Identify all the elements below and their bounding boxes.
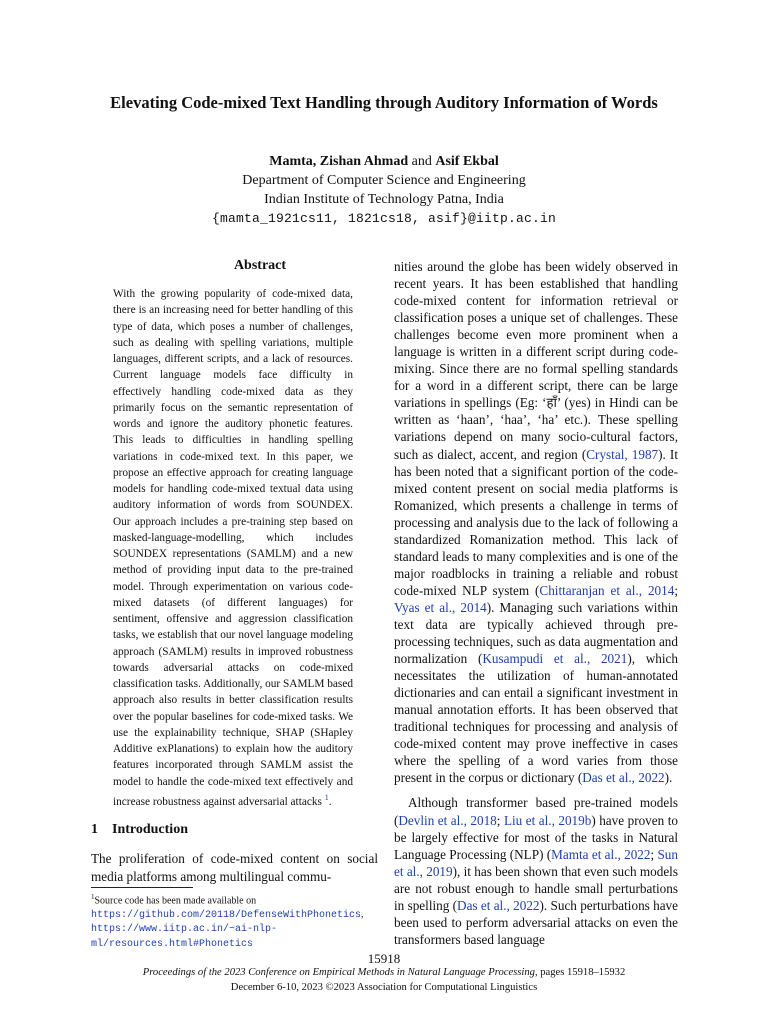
abstract-body: With the growing popularity of code-mixed data, there is an increasing need for better handling of this type of data, which poses a number of challenges, such as dealing with spelling variations, multiple languages, different scripts, and a lack of resources. Current language models face difficulty in effectively handling code-mixed data as they primarily focus on the semantic representation of words and ignore the auditory phonetic features. This leads to difficulties in handling spelling variations in code-mixed text. In this paper, we propose an effective approach for creating language models for handling code-mixed textual data using auditory information of words from SOUNDEX. Our approach includes a pre-training step based on masked-language-modelling, which includes SOUNDEX representations (SAMLM) and a new method of providing input data to the pre-trained model. Through experimentation on various code-mixed datasets (of different languages) for sentiment, offensive and aggression classification tasks, we establish that our novel language modeling approach (SAMLM) results in improved robustness towards adversarial attacks on code-mixed classification tasks. Additionally, our SAMLM based approach also results in better classification results over the popular baselines for code-mixed tasks. We use the explainability technique, SHAP (SHapley Additive exPlanations) to explain how the auditory features incorporated through SAMLM assist the model to handle the code-mixed text effectively and increase robustness against adversarial attacks bbox=[113, 288, 353, 808]
footnote-link-github[interactable]: https://github.com/20118/DefenseWithPhonetics bbox=[91, 909, 362, 921]
section-title: Introduction bbox=[112, 822, 188, 837]
citation-link[interactable]: Chittaranjan et al., 2014 bbox=[539, 582, 675, 598]
citation-link[interactable]: Mamta et al., 2022 bbox=[551, 846, 651, 862]
citation-link[interactable]: Das et al., 2022 bbox=[582, 770, 665, 786]
text-run: ). Managing such variations within text data are typically achieved through pre-processing techniques, such as data augmentation and normalization ( bbox=[394, 599, 678, 667]
author-block bbox=[100, 152, 668, 228]
citation-link[interactable]: Crystal, 1987 bbox=[586, 446, 659, 462]
text-run: ; bbox=[496, 812, 504, 828]
proceedings-line bbox=[60, 966, 708, 981]
proceedings-footer bbox=[60, 966, 708, 995]
citation-link[interactable]: Das et al., 2022 bbox=[457, 897, 540, 913]
proceedings-venue: Proceedings of the 2023 Conference on Empirical Methods in Natural Language Processing bbox=[142, 967, 535, 978]
footnote-mark: 1 bbox=[91, 893, 95, 901]
citation-link[interactable]: Vyas et al., 2014 bbox=[394, 599, 487, 615]
section-heading-introduction bbox=[91, 822, 202, 838]
footnote-divider bbox=[91, 887, 193, 888]
text-run: Although transformer based pre-trained models ( bbox=[394, 795, 678, 828]
abstract-end: . bbox=[328, 795, 332, 808]
right-column bbox=[394, 258, 678, 948]
text-run: ). It has been noted that a significant portion of the code-mixed content present on social media platforms is Romanized, which presents a challenge in terms of processing and analysis due to the lack of following a standardized Romanization method. This lack of standard leads to many complexities and is one of the major roadblocks in training a reliable and robust code-mixed NLP system ( bbox=[394, 446, 678, 598]
text-run: ). Such perturbations have been used to perform adversarial attacks on even the transformers based language bbox=[394, 897, 678, 947]
text-run: nities around the globe has been widely observed in recent years. It has been established that handling code-mixed content for information retrieval or classification poses a unique set of challenges. These challenges become even more prominent when a language is written in a different script during code-mixing. Since there are no formal spelling standards for a word in a different script, there can be large variations in spellings (Eg: ‘हाँ’ (yes) in Hindi can be written as ‘haan’, ‘haa’, ‘ha’ etc.). These spelling variations depend on many socio-cultural factors, such as dialect, accent, and region ( bbox=[394, 259, 678, 462]
author-institute: Indian Institute of Technology Patna, India bbox=[264, 192, 504, 207]
citation-link[interactable]: Sun et al., 2019 bbox=[394, 846, 678, 879]
author-name-last: Asif Ekbal bbox=[435, 154, 499, 169]
text-run: ), it has been shown that even such models are not robust enough to handle small perturbations in spelling ( bbox=[394, 863, 678, 913]
footnote-separator: , bbox=[361, 908, 364, 920]
abstract-heading: Abstract bbox=[233, 258, 287, 273]
right-paragraph-2 bbox=[394, 794, 678, 947]
abstract-text bbox=[113, 286, 353, 810]
text-run: ; bbox=[674, 582, 678, 598]
text-run: ), which necessitates the utilization of human-annotated dictionaries and can entail a significant investment in manual annotation efforts. It has been observed that traditional techniques for processing and analysis of code-mixed content may prove ineffective in cases where the spelling of a word varies from those present in the corpus or dictionary ( bbox=[394, 651, 678, 786]
author-names-main: Mamta, Zishan Ahmad bbox=[269, 154, 409, 169]
author-and: and bbox=[411, 154, 432, 169]
proceedings-pages: , pages 15918–15932 bbox=[534, 967, 626, 978]
citation-link[interactable]: Liu et al., 2019b bbox=[503, 812, 592, 828]
author-names bbox=[100, 152, 668, 171]
author-email: {mamta_1921cs11, 1821cs18, asif}@iitp.ac.in bbox=[211, 211, 557, 226]
page-number: 15918 bbox=[367, 951, 401, 966]
footnote-ref[interactable]: 1 bbox=[324, 792, 329, 802]
introduction-paragraph: The proliferation of code-mixed content on social media platforms among multilingual commu- bbox=[91, 851, 378, 884]
text-run: ). bbox=[664, 770, 673, 786]
text-run: ) have proven to be largely effective for most of the tasks in Natural Language Processing (NLP) ( bbox=[394, 812, 678, 862]
right-paragraph-1 bbox=[394, 258, 678, 786]
footnote bbox=[91, 891, 381, 951]
footnote-link-iitp[interactable]: https://www.iitp.ac.in/~ai-nlp-ml/resources.html#Phonetics bbox=[91, 924, 278, 950]
citation-link[interactable]: Kusampudi et al., 2021 bbox=[482, 651, 628, 667]
text-run: ; bbox=[650, 846, 658, 862]
paper-title: Elevating Code-mixed Text Handling through Auditory Information of Words bbox=[110, 93, 658, 112]
proceedings-dates: December 6-10, 2023 ©2023 Association for Computational Linguistics bbox=[230, 981, 538, 993]
author-department: Department of Computer Science and Engineering bbox=[242, 173, 526, 188]
citation-link[interactable]: Devlin et al., 2018 bbox=[398, 812, 497, 828]
footnote-text: Source code has been made available on bbox=[94, 895, 257, 907]
section-number: 1 bbox=[91, 822, 98, 837]
